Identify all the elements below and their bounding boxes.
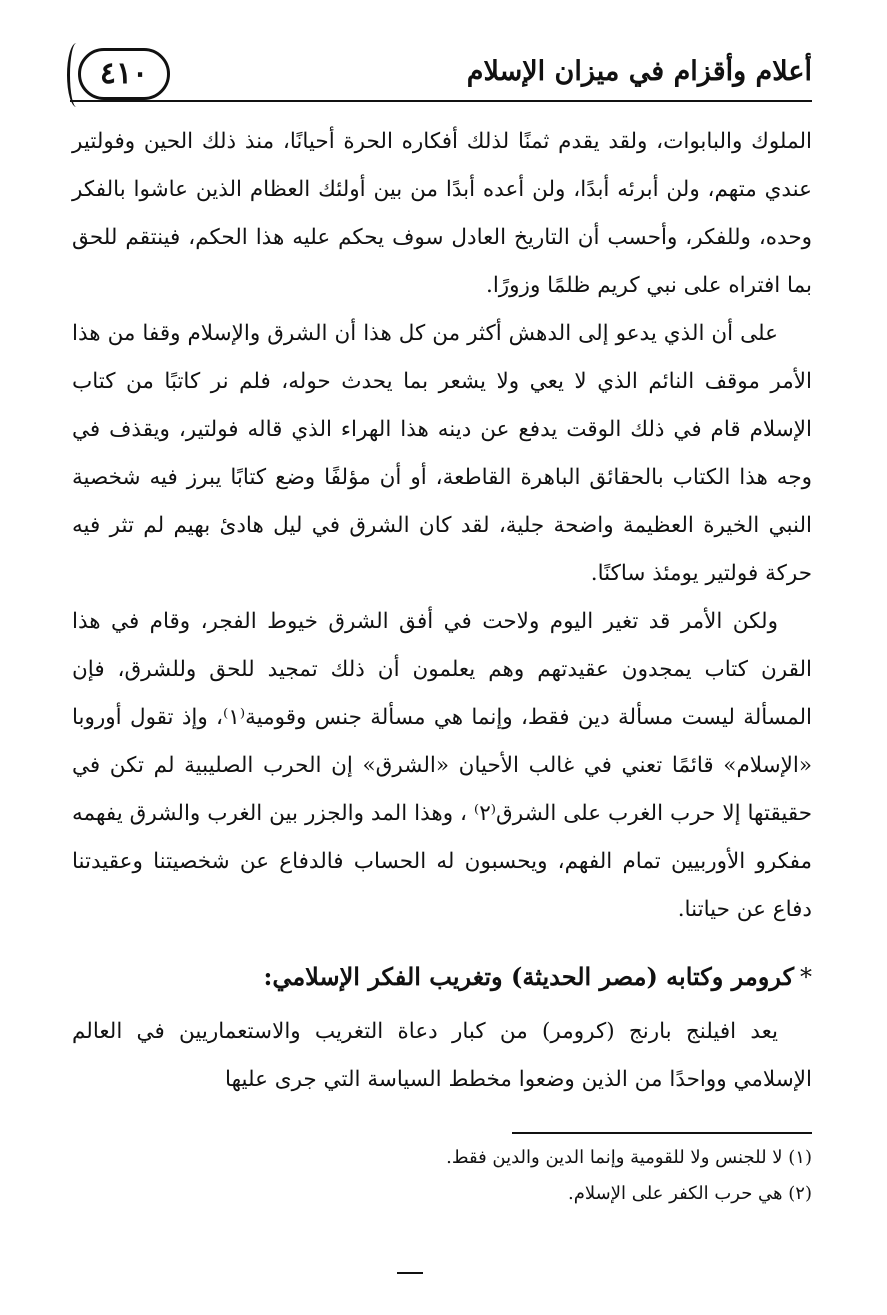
asterisk-icon: * (800, 963, 812, 991)
footnote-1: (١) لا للجنس ولا للقومية وإنما الدين والدين فقط. (446, 1147, 812, 1168)
paragraph-4: يعد افيلنج بارنج (كرومر) من كبار دعاة التغريب والاستعماريين في العالم الإسلامي وواحدًا من الذين وضعوا مخطط السياسة التي جرى عليها (72, 1019, 812, 1092)
paragraph-2: على أن الذي يدعو إلى الدهش أكثر من كل هذا أن الشرق والإسلام وقفا من هذا الأمر موقف النائم الذي لا يعي ولا يشعر بما يحدث حوله، فلم نر كاتبًا من كتاب الإسلام قام في ذلك الوقت يدفع عن دينه هذا الهراء الذي قاله فولتير، ويقذف في وجه هذا الكتاب بالحقائق الباهرة القاطعة، أو أن مؤلفًا وضع كتابًا يبرز فيه شخصية النبي الخيرة العظيمة واضحة جلية، لقد كان الشرق في ليل هادئ بهيم لم تثر فيه حركة فولتير يومئذ ساكنًا. (72, 321, 812, 586)
bottom-mark (397, 1272, 423, 1274)
paragraph-1: الملوك والبابوات، ولقد يقدم ثمنًا لذلك أفكاره الحرة أحيانًا، منذ ذلك الحين وفولتير عندي متهم، ولن أبرئه أبدًا، ولن أعده أبدًا من بين أولئك العظام الذين عاشوا بالفكر وحده، وللفكر، وأحسب أن التاريخ العادل سوف يحكم عليه هذا الحكم، فينتقم للحق بما افتراه على نبي كريم ظلمًا وزورًا. (72, 129, 812, 298)
section-heading (72, 950, 812, 1004)
main-text (72, 118, 812, 1104)
page-number: ٤١٠ (99, 56, 149, 91)
footnote-2: (٢) هي حرب الكفر على الإسلام. (568, 1183, 812, 1204)
header-divider (70, 100, 812, 102)
paragraph-3: ولكن الأمر قد تغير اليوم ولاحت في أفق الشرق خيوط الفجر، وقام في هذا القرن كتاب يمجدون عقيدتهم وهم يعلمون أن ذلك تمجيد للحق وللشرق، فإن المسألة ليست مسألة دين فقط، وإنما هي مسألة جنس وقومية⁽١⁾، وإذ تقول أوروبا «الإسلام» قائمًا تعني في غالب الأحيان «الشرق» إن الحرب الصليبية لم تكن في حقيقتها إلا حرب الغرب على الشرق⁽٢⁾ ، وهذا المد والجزر بين الغرب والشرق يفهمه مفكرو الأوربيين تمام الفهم، ويحسبون له الحساب فالدفاع عن شخصيتنا وعقيدتنا دفاع عن حياتنا. (72, 609, 812, 922)
running-title: أعلام وأقزام في ميزان الإسلام (466, 56, 812, 87)
section-heading-text: كرومر وكتابه (مصر الحديثة) وتغريب الفكر الإسلامي: (263, 962, 794, 991)
page-number-badge (78, 48, 170, 100)
page-header (70, 42, 812, 112)
footnote-divider (512, 1132, 812, 1134)
footnotes (72, 1140, 812, 1212)
